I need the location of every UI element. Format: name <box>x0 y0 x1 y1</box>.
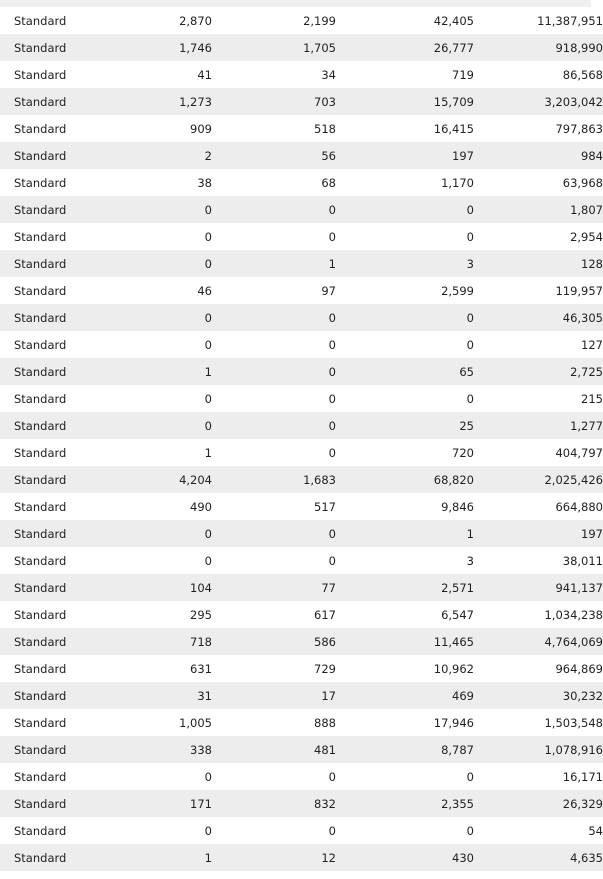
cell-value-2: 56 <box>212 142 336 169</box>
cell-value-1: 0 <box>114 331 212 358</box>
cell-value-2: 2,199 <box>212 7 336 34</box>
cell-value-3: 469 <box>336 682 474 709</box>
cell-type: Standard <box>0 844 114 871</box>
cell-value-2: 68 <box>212 169 336 196</box>
cell-value-3: 65 <box>336 358 474 385</box>
table-row <box>0 304 603 331</box>
cell-value-4: 2,025,426 <box>474 466 603 493</box>
table-row <box>0 331 603 358</box>
cell-value-2: 1 <box>212 250 336 277</box>
cell-value-1: 2 <box>114 142 212 169</box>
table-row <box>0 790 603 817</box>
cell-value-3: 9,846 <box>336 493 474 520</box>
cell-value-1: 0 <box>114 385 212 412</box>
data-table <box>0 7 603 871</box>
cell-value-4: 797,863 <box>474 115 603 142</box>
cell-type: Standard <box>0 142 114 169</box>
cell-value-1: 338 <box>114 736 212 763</box>
cell-value-2: 0 <box>212 385 336 412</box>
table-row <box>0 412 603 439</box>
cell-value-1: 1,005 <box>114 709 212 736</box>
cell-value-2: 0 <box>212 223 336 250</box>
cell-value-2: 1,683 <box>212 466 336 493</box>
table-row <box>0 844 603 871</box>
cell-value-3: 0 <box>336 304 474 331</box>
cell-type: Standard <box>0 358 114 385</box>
cell-value-3: 11,465 <box>336 628 474 655</box>
cell-type: Standard <box>0 655 114 682</box>
cell-value-1: 718 <box>114 628 212 655</box>
cell-value-4: 2,954 <box>474 223 603 250</box>
table-row <box>0 169 603 196</box>
cell-value-2: 517 <box>212 493 336 520</box>
cell-value-1: 41 <box>114 61 212 88</box>
cell-value-4: 86,568 <box>474 61 603 88</box>
cell-value-2: 0 <box>212 817 336 844</box>
table-row <box>0 439 603 466</box>
cell-value-3: 197 <box>336 142 474 169</box>
cell-value-1: 0 <box>114 763 212 790</box>
table-row <box>0 736 603 763</box>
cell-value-1: 4,204 <box>114 466 212 493</box>
cell-value-4: 127 <box>474 331 603 358</box>
cell-value-2: 703 <box>212 88 336 115</box>
cell-value-1: 104 <box>114 574 212 601</box>
cell-value-2: 617 <box>212 601 336 628</box>
table-row <box>0 61 603 88</box>
cell-value-4: 119,957 <box>474 277 603 304</box>
cell-type: Standard <box>0 169 114 196</box>
cell-value-3: 17,946 <box>336 709 474 736</box>
table-row <box>0 628 603 655</box>
cell-type: Standard <box>0 250 114 277</box>
cell-type: Standard <box>0 628 114 655</box>
cell-value-2: 17 <box>212 682 336 709</box>
table-row <box>0 7 603 34</box>
table-row <box>0 709 603 736</box>
cell-value-2: 34 <box>212 61 336 88</box>
cell-value-1: 909 <box>114 115 212 142</box>
table-row <box>0 682 603 709</box>
cell-value-1: 0 <box>114 547 212 574</box>
cell-value-1: 171 <box>114 790 212 817</box>
cell-value-1: 0 <box>114 196 212 223</box>
cell-value-1: 1 <box>114 844 212 871</box>
table-row <box>0 493 603 520</box>
cell-value-2: 12 <box>212 844 336 871</box>
cell-type: Standard <box>0 817 114 844</box>
cell-value-1: 2,870 <box>114 7 212 34</box>
cell-value-4: 1,807 <box>474 196 603 223</box>
cell-value-4: 16,171 <box>474 763 603 790</box>
cell-value-3: 2,355 <box>336 790 474 817</box>
cell-type: Standard <box>0 304 114 331</box>
cell-value-1: 1 <box>114 439 212 466</box>
cell-value-3: 26,777 <box>336 34 474 61</box>
cell-type: Standard <box>0 574 114 601</box>
table-row <box>0 466 603 493</box>
cell-value-2: 0 <box>212 304 336 331</box>
cell-type: Standard <box>0 34 114 61</box>
cell-value-1: 0 <box>114 520 212 547</box>
cell-value-1: 0 <box>114 250 212 277</box>
cell-type: Standard <box>0 493 114 520</box>
cell-type: Standard <box>0 223 114 250</box>
cell-value-2: 729 <box>212 655 336 682</box>
table-row <box>0 763 603 790</box>
cell-value-1: 490 <box>114 493 212 520</box>
table-row <box>0 277 603 304</box>
cell-value-3: 8,787 <box>336 736 474 763</box>
cell-type: Standard <box>0 763 114 790</box>
table-row <box>0 547 603 574</box>
cell-value-4: 46,305 <box>474 304 603 331</box>
cell-value-2: 77 <box>212 574 336 601</box>
cell-value-3: 6,547 <box>336 601 474 628</box>
cell-value-4: 964,869 <box>474 655 603 682</box>
cell-value-4: 4,635 <box>474 844 603 871</box>
cell-value-3: 1 <box>336 520 474 547</box>
cell-type: Standard <box>0 709 114 736</box>
cell-type: Standard <box>0 736 114 763</box>
cell-value-3: 720 <box>336 439 474 466</box>
cell-value-4: 3,203,042 <box>474 88 603 115</box>
cell-type: Standard <box>0 790 114 817</box>
cell-value-3: 3 <box>336 250 474 277</box>
cell-value-2: 0 <box>212 331 336 358</box>
cell-value-4: 1,078,916 <box>474 736 603 763</box>
cell-value-4: 11,387,951 <box>474 7 603 34</box>
cell-value-4: 2,725 <box>474 358 603 385</box>
cell-type: Standard <box>0 439 114 466</box>
cell-value-1: 0 <box>114 304 212 331</box>
cell-value-3: 15,709 <box>336 88 474 115</box>
cell-type: Standard <box>0 520 114 547</box>
cell-value-3: 2,571 <box>336 574 474 601</box>
cell-value-4: 38,011 <box>474 547 603 574</box>
cell-value-2: 0 <box>212 412 336 439</box>
cell-value-1: 631 <box>114 655 212 682</box>
cell-value-4: 404,797 <box>474 439 603 466</box>
cell-type: Standard <box>0 385 114 412</box>
cell-value-3: 430 <box>336 844 474 871</box>
table-top-strip <box>0 0 591 7</box>
cell-type: Standard <box>0 7 114 34</box>
cell-value-4: 215 <box>474 385 603 412</box>
cell-value-3: 719 <box>336 61 474 88</box>
cell-value-1: 1,273 <box>114 88 212 115</box>
cell-type: Standard <box>0 88 114 115</box>
cell-type: Standard <box>0 547 114 574</box>
cell-value-4: 197 <box>474 520 603 547</box>
table-body <box>0 7 603 871</box>
cell-value-4: 984 <box>474 142 603 169</box>
cell-value-2: 518 <box>212 115 336 142</box>
cell-value-2: 97 <box>212 277 336 304</box>
cell-value-2: 481 <box>212 736 336 763</box>
cell-value-1: 1,746 <box>114 34 212 61</box>
table-row <box>0 115 603 142</box>
cell-type: Standard <box>0 601 114 628</box>
cell-type: Standard <box>0 277 114 304</box>
cell-value-4: 63,968 <box>474 169 603 196</box>
cell-value-2: 832 <box>212 790 336 817</box>
cell-value-3: 3 <box>336 547 474 574</box>
cell-value-4: 1,034,238 <box>474 601 603 628</box>
cell-value-1: 38 <box>114 169 212 196</box>
cell-value-1: 1 <box>114 358 212 385</box>
cell-value-4: 128 <box>474 250 603 277</box>
cell-value-3: 2,599 <box>336 277 474 304</box>
cell-value-3: 0 <box>336 331 474 358</box>
cell-value-3: 25 <box>336 412 474 439</box>
table-row <box>0 142 603 169</box>
cell-value-1: 0 <box>114 817 212 844</box>
cell-value-4: 1,277 <box>474 412 603 439</box>
table-row <box>0 358 603 385</box>
cell-value-4: 664,880 <box>474 493 603 520</box>
table-row <box>0 88 603 115</box>
cell-value-2: 0 <box>212 520 336 547</box>
table-row <box>0 520 603 547</box>
cell-type: Standard <box>0 412 114 439</box>
cell-value-3: 0 <box>336 223 474 250</box>
cell-value-4: 4,764,069 <box>474 628 603 655</box>
cell-value-2: 0 <box>212 763 336 790</box>
cell-value-1: 295 <box>114 601 212 628</box>
cell-type: Standard <box>0 196 114 223</box>
table-row <box>0 601 603 628</box>
cell-type: Standard <box>0 61 114 88</box>
cell-type: Standard <box>0 682 114 709</box>
cell-value-1: 46 <box>114 277 212 304</box>
cell-value-4: 941,137 <box>474 574 603 601</box>
table-row <box>0 817 603 844</box>
cell-value-2: 888 <box>212 709 336 736</box>
cell-value-3: 0 <box>336 763 474 790</box>
table-row <box>0 223 603 250</box>
cell-value-3: 16,415 <box>336 115 474 142</box>
cell-value-3: 0 <box>336 817 474 844</box>
cell-type: Standard <box>0 466 114 493</box>
cell-value-2: 586 <box>212 628 336 655</box>
cell-value-4: 30,232 <box>474 682 603 709</box>
cell-value-1: 31 <box>114 682 212 709</box>
cell-type: Standard <box>0 331 114 358</box>
table-row <box>0 250 603 277</box>
cell-value-2: 0 <box>212 196 336 223</box>
cell-value-3: 10,962 <box>336 655 474 682</box>
cell-value-3: 1,170 <box>336 169 474 196</box>
table-row <box>0 385 603 412</box>
cell-value-3: 0 <box>336 196 474 223</box>
cell-value-4: 1,503,548 <box>474 709 603 736</box>
cell-value-4: 54 <box>474 817 603 844</box>
cell-value-2: 0 <box>212 358 336 385</box>
table-row <box>0 574 603 601</box>
cell-value-2: 0 <box>212 439 336 466</box>
cell-value-2: 0 <box>212 547 336 574</box>
table-row <box>0 196 603 223</box>
table-row <box>0 34 603 61</box>
table-row <box>0 655 603 682</box>
cell-type: Standard <box>0 115 114 142</box>
cell-value-3: 68,820 <box>336 466 474 493</box>
cell-value-1: 0 <box>114 223 212 250</box>
cell-value-4: 918,990 <box>474 34 603 61</box>
cell-value-1: 0 <box>114 412 212 439</box>
cell-value-2: 1,705 <box>212 34 336 61</box>
cell-value-4: 26,329 <box>474 790 603 817</box>
cell-value-3: 0 <box>336 385 474 412</box>
cell-value-3: 42,405 <box>336 7 474 34</box>
